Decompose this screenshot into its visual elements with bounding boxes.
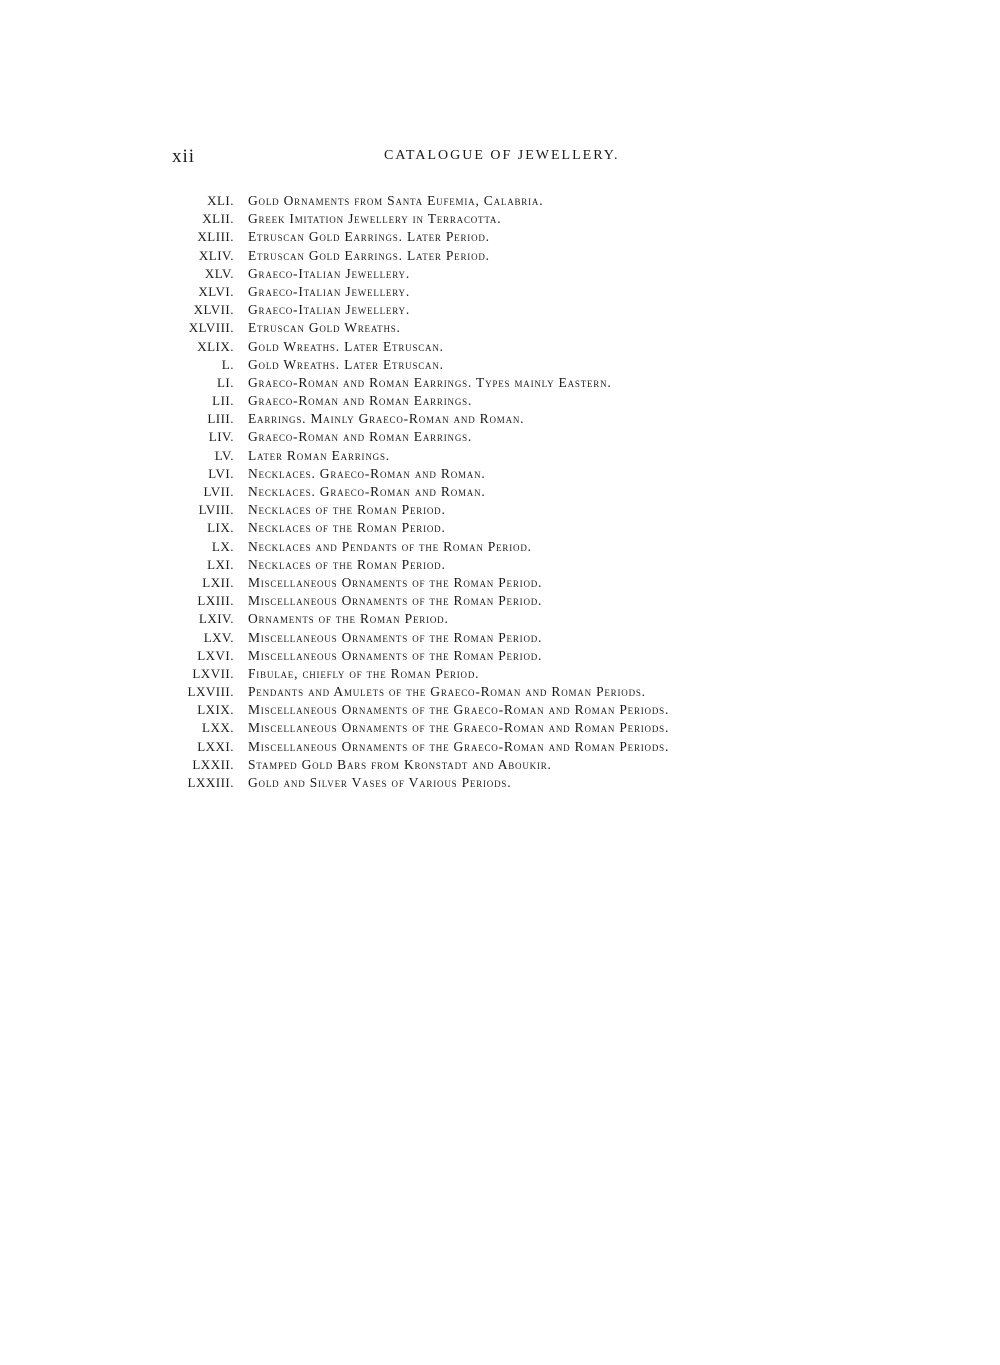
plate-title: Necklaces of the Roman Period. [248, 556, 446, 572]
plate-title: Gold Wreaths. Later Etruscan. [248, 338, 444, 354]
plate-entry [160, 301, 669, 319]
plate-number: LXIV. [198, 611, 234, 627]
plate-title: Earrings. Mainly Graeco-Roman and Roman. [248, 411, 525, 427]
plate-title: Miscellaneous Ornaments of the Roman Period. [248, 593, 543, 609]
plate-number: LIV. [208, 429, 234, 445]
plate-number: XLV. [204, 265, 234, 281]
plate-entry [160, 629, 669, 647]
plate-number: LVIII. [198, 502, 234, 518]
plate-entry [160, 447, 669, 465]
plate-number: LXXII. [192, 756, 234, 772]
plate-number: LXI. [207, 556, 234, 572]
plate-title: Miscellaneous Ornaments of the Graeco-Roman and Roman Periods. [248, 720, 670, 736]
plate-title: Etruscan Gold Earrings. Later Period. [248, 229, 490, 245]
list-of-plates [160, 192, 669, 792]
plate-entry [160, 319, 669, 337]
plate-title: Etruscan Gold Wreaths. [248, 320, 401, 336]
plate-number: LXXIII. [187, 775, 234, 790]
plate-number: LXV. [203, 629, 234, 645]
plate-title: Etruscan Gold Earrings. Later Period. [248, 247, 490, 263]
plate-entry [160, 356, 669, 374]
plate-title: Miscellaneous Ornaments of the Graeco-Roman and Roman Periods. [248, 702, 670, 718]
plate-title: Ornaments of the Roman Period. [248, 611, 449, 627]
plate-number: LII. [212, 393, 234, 409]
plate-number: XLIX. [197, 338, 234, 354]
plate-number: LXII. [202, 574, 234, 590]
page-number: xii [172, 146, 196, 167]
plate-number: LX. [211, 538, 234, 554]
plate-number: XLVI. [198, 283, 234, 299]
plate-entry [160, 647, 669, 665]
plate-entry [160, 538, 669, 556]
plate-title: Necklaces of the Roman Period. [248, 502, 446, 518]
plate-entry [160, 247, 669, 265]
plate-number: LXXI. [197, 738, 234, 754]
plate-entry [160, 719, 669, 737]
plate-entry [160, 574, 669, 592]
plate-entry [160, 210, 669, 228]
plate-number: XLVII. [193, 302, 234, 318]
plate-title: Later Roman Earrings. [248, 447, 390, 463]
plate-title: Gold Ornaments from Santa Eufemia, Calabria. [248, 193, 544, 208]
plate-title: Graeco-Italian Jewellery. [248, 302, 411, 318]
running-title: CATALOGUE OF JEWELLERY. [384, 148, 620, 163]
plate-entry [160, 683, 669, 701]
plate-number: LI. [216, 374, 234, 390]
plate-number: XLIII. [197, 229, 234, 245]
plate-entry [160, 592, 669, 610]
plate-title: Graeco-Italian Jewellery. [248, 265, 411, 281]
plate-title: Graeco-Roman and Roman Earrings. [248, 429, 473, 445]
plate-title: Graeco-Roman and Roman Earrings. Types mainly Eastern. [248, 374, 612, 390]
plate-title: Miscellaneous Ornaments of the Graeco-Roman and Roman Periods. [248, 738, 670, 754]
plate-entry [160, 665, 669, 683]
plate-number: LVII. [203, 484, 234, 499]
plate-number: LVI. [208, 465, 234, 481]
plate-title: Graeco-Roman and Roman Earrings. [248, 393, 473, 409]
plate-number: L. [221, 356, 234, 372]
plate-number: LIII. [207, 411, 234, 427]
plate-title: Miscellaneous Ornaments of the Roman Period. [248, 647, 543, 663]
plate-title: Necklaces. Graeco-Roman and Roman. [248, 465, 486, 481]
plate-entry [160, 228, 669, 246]
plate-entry [160, 556, 669, 574]
plate-number: LV. [214, 447, 234, 463]
plate-entry [160, 392, 669, 410]
plate-entry [160, 283, 669, 301]
plate-entry [160, 738, 669, 756]
plate-title: Greek Imitation Jewellery in Terracotta. [248, 211, 502, 227]
plate-entry [160, 192, 669, 210]
plate-entry [160, 483, 669, 501]
plate-title: Fibulae, chiefly of the Roman Period. [248, 665, 480, 681]
plate-title: Pendants and Amulets of the Graeco-Roman and Roman Periods. [248, 684, 646, 700]
plate-entry [160, 756, 669, 774]
plate-number: LXVII. [192, 665, 234, 681]
plate-title: Necklaces. Graeco-Roman and Roman. [248, 484, 486, 499]
plate-entry [160, 465, 669, 483]
plate-number: LXX. [202, 720, 234, 736]
plate-entry [160, 428, 669, 446]
plate-entry [160, 774, 669, 792]
plate-number: LIX. [207, 520, 234, 536]
plate-number: LXVIII. [187, 684, 234, 700]
plate-number: XLIV. [198, 247, 234, 263]
plate-title: Gold Wreaths. Later Etruscan. [248, 356, 444, 372]
plate-number: XLVIII. [188, 320, 234, 336]
plate-number: XLII. [202, 211, 234, 227]
plate-number: LXVI. [197, 647, 234, 663]
plate-entry [160, 265, 669, 283]
plate-number: XLI. [207, 193, 234, 208]
plate-number: LXIII. [197, 593, 234, 609]
plate-title: Miscellaneous Ornaments of the Roman Period. [248, 574, 543, 590]
plate-title: Necklaces of the Roman Period. [248, 520, 446, 536]
plate-number: LXIX. [197, 702, 234, 718]
plate-title: Miscellaneous Ornaments of the Roman Period. [248, 629, 543, 645]
plate-entry [160, 374, 669, 392]
plate-title: Graeco-Italian Jewellery. [248, 283, 411, 299]
plate-title: Gold and Silver Vases of Various Periods. [248, 775, 512, 790]
plate-entry [160, 410, 669, 428]
plate-entry [160, 501, 669, 519]
plate-entry [160, 338, 669, 356]
plate-entry [160, 519, 669, 537]
plate-entry [160, 610, 669, 628]
plate-title: Stamped Gold Bars from Kronstadt and Aboukir. [248, 756, 552, 772]
plate-title: Necklaces and Pendants of the Roman Period. [248, 538, 532, 554]
plate-entry [160, 701, 669, 719]
